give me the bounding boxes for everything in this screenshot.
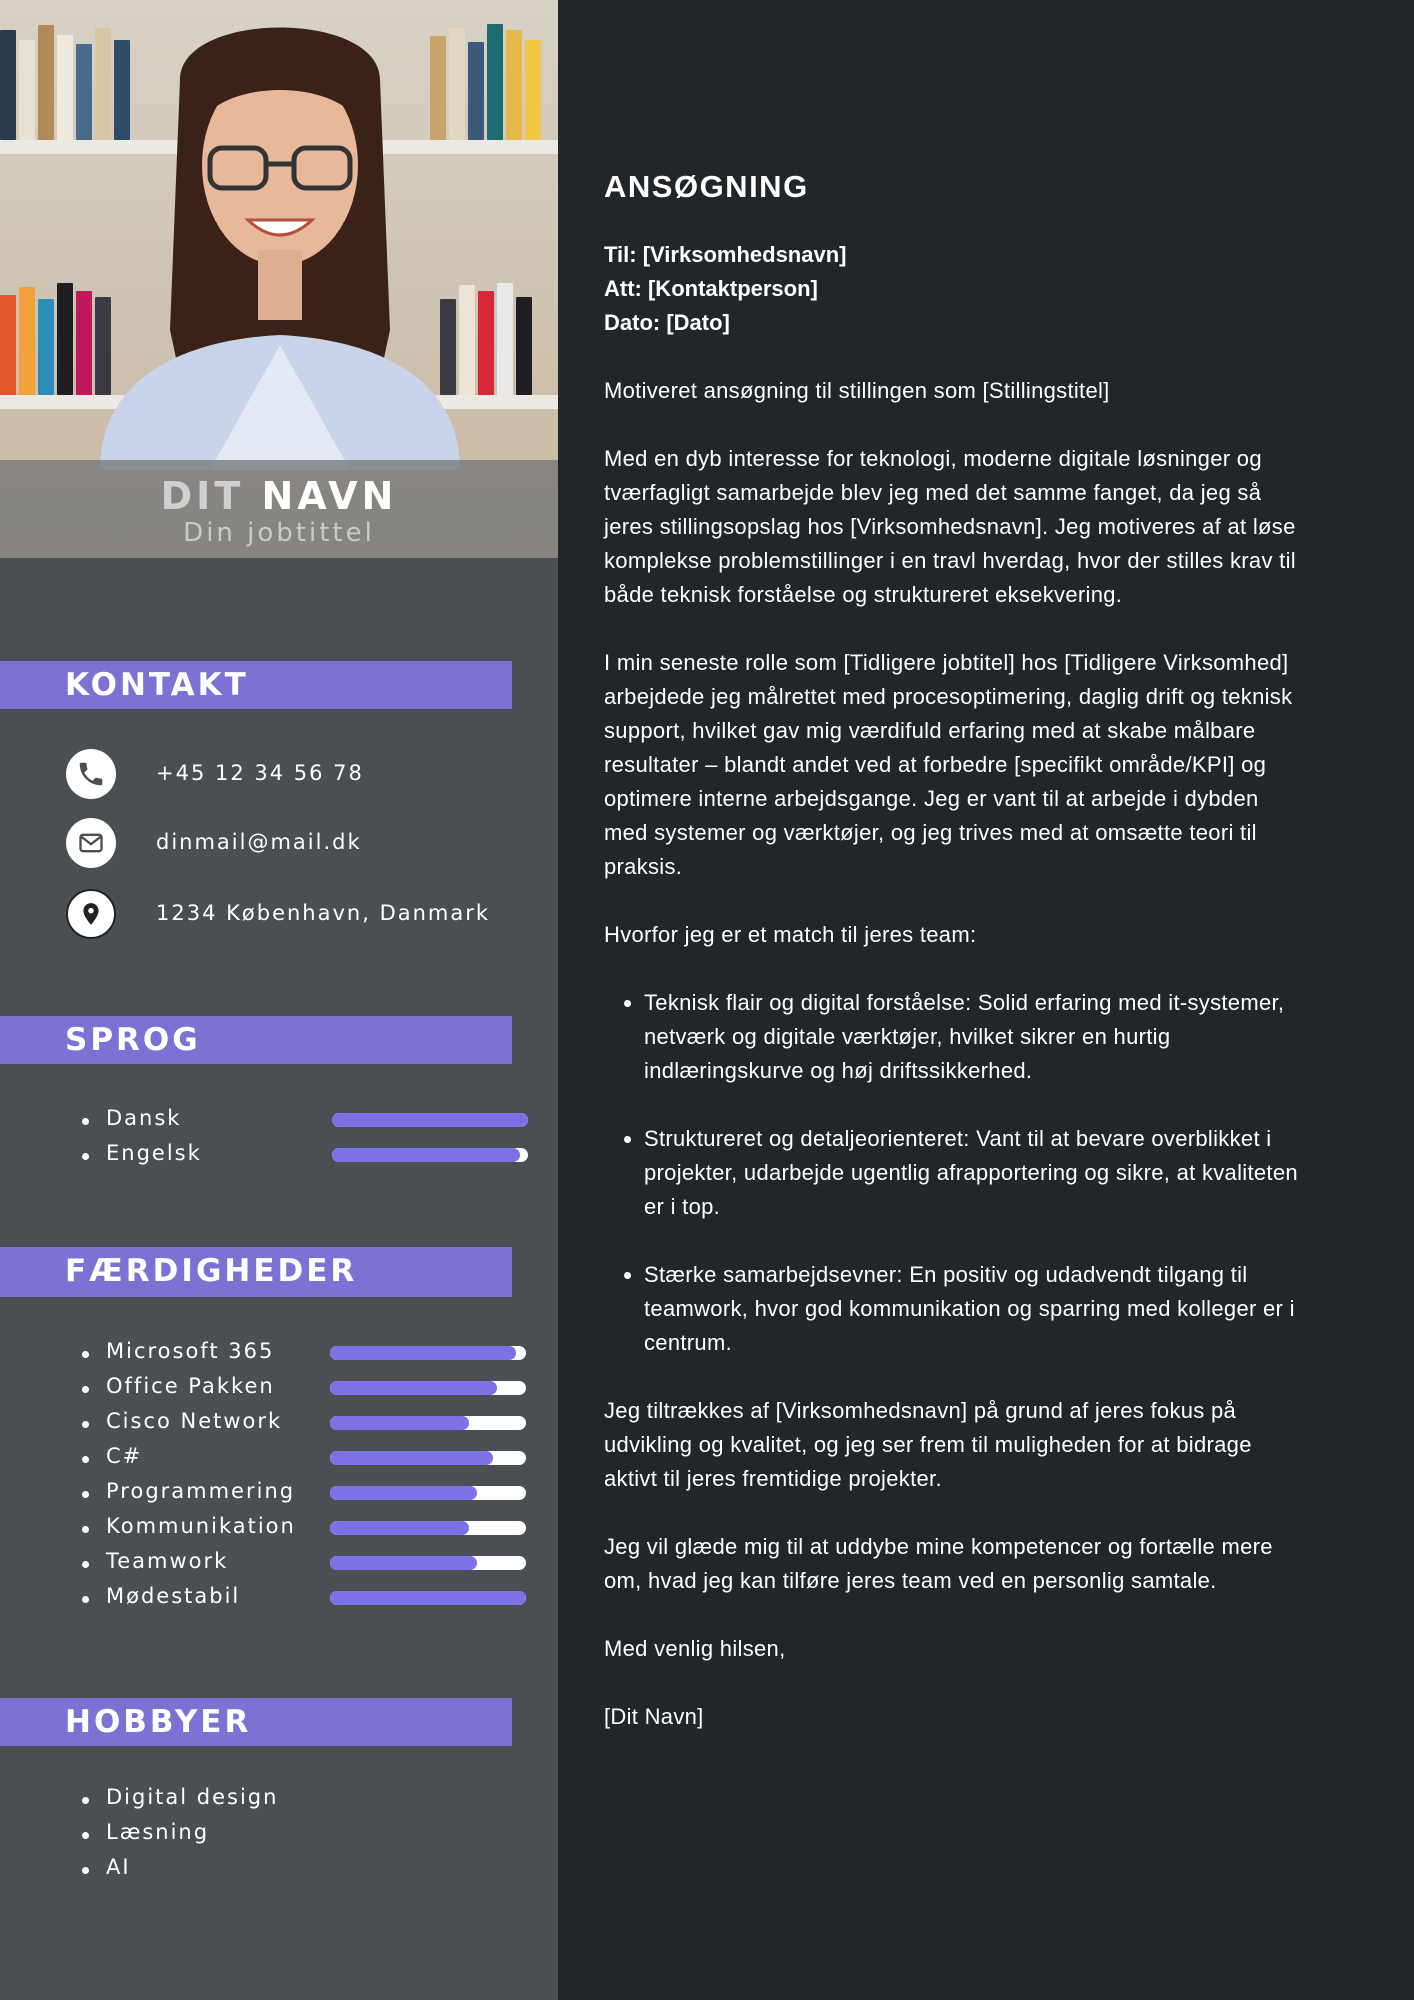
item-label: Cisco Network <box>106 1409 283 1433</box>
bullet-dot <box>82 1867 89 1874</box>
letter-date: Dato: [Dato] <box>604 310 730 335</box>
phone-number: +45 12 34 56 78 <box>156 761 364 785</box>
level-bar <box>330 1381 526 1395</box>
level-bar <box>330 1521 526 1535</box>
list-item <box>0 1514 558 1549</box>
bullet-dot <box>82 1491 89 1498</box>
bullet-dot <box>82 1351 89 1358</box>
letter-paragraph: Med en dyb interesse for teknologi, moderne digitale løsninger og tværfagligt samarbejde blev jeg med det samme fanget, da jeg så jeres stillingsopslag hos [Virksomhedsnavn]. Jeg motiveres af at løse komplekse problemstillinger i en travl hverdag, hvor der stilles krav til både teknisk forståelse og struktureret eksekvering. <box>604 446 1296 607</box>
job-title: Din jobtittel <box>183 518 375 548</box>
list-item <box>0 1141 558 1176</box>
contact-email <box>66 818 536 872</box>
level-bar-fill <box>332 1148 520 1162</box>
languages-list <box>0 1106 558 1176</box>
item-label: Digital design <box>106 1785 279 1809</box>
bullet-dot <box>82 1386 89 1393</box>
list-item <box>0 1584 558 1619</box>
level-bar-fill <box>330 1591 526 1605</box>
list-item <box>0 1820 558 1855</box>
skills-list <box>0 1339 558 1619</box>
level-bar-fill <box>330 1556 477 1570</box>
mail-icon <box>66 818 116 868</box>
location-pin-icon <box>66 889 116 939</box>
letter-closing: Med venlig hilsen, <box>604 1636 786 1661</box>
contact-address <box>66 889 536 943</box>
list-item <box>0 1855 558 1890</box>
letter-subject: Motiveret ansøgning til stillingen som [Stillingstitel] <box>604 378 1110 403</box>
level-bar-fill <box>330 1451 493 1465</box>
item-label: Dansk <box>106 1106 182 1130</box>
profile-photo <box>0 0 558 558</box>
item-label: Kommunikation <box>106 1514 296 1538</box>
item-label: Office Pakken <box>106 1374 275 1398</box>
level-bar <box>330 1451 526 1465</box>
hobbies-heading <box>0 1698 512 1746</box>
item-label: Mødestabil <box>106 1584 241 1608</box>
level-bar <box>330 1346 526 1360</box>
list-item <box>0 1785 558 1820</box>
item-label: Engelsk <box>106 1141 202 1165</box>
first-name: DIT <box>160 474 245 518</box>
skills-heading <box>0 1247 512 1297</box>
languages-heading <box>0 1016 512 1064</box>
item-label: C# <box>106 1444 143 1468</box>
level-bar-fill <box>330 1521 469 1535</box>
address: 1234 København, Danmark <box>156 901 491 925</box>
bullet-dot <box>82 1118 89 1125</box>
bullet-dot <box>82 1153 89 1160</box>
list-item: • Struktureret og detaljeorienteret: Vant til at bevare overblikket i projekter, udarbejde ugentlig afrapportering og sikre, at kvaliteten er i top. <box>644 1122 1304 1224</box>
item-label: Microsoft 365 <box>106 1339 275 1363</box>
level-bar <box>330 1486 526 1500</box>
bullet-dot <box>82 1526 89 1533</box>
recipient-company: Til: [Virksomhedsnavn] <box>604 242 847 267</box>
hobbies-heading-text: HOBBYER <box>65 1704 252 1740</box>
level-bar <box>330 1591 526 1605</box>
item-label: Læsning <box>106 1820 210 1844</box>
list-item <box>0 1444 558 1479</box>
list-item <box>0 1479 558 1514</box>
level-bar-fill <box>330 1416 469 1430</box>
bullet-dot <box>82 1561 89 1568</box>
level-bar-fill <box>332 1113 528 1127</box>
letter-paragraph: Jeg tiltrækkes af [Virksomhedsnavn] på grund af jeres fokus på udvikling og kvalitet, og jeg ser frem til muligheden for at bidrage aktivt til jeres fremtidige projekter. <box>604 1398 1252 1491</box>
match-list <box>604 986 1304 1360</box>
person-portrait <box>60 0 500 470</box>
letter-paragraph: I min seneste rolle som [Tidligere jobtitel] hos [Tidligere Virksomhed] arbejdede jeg målrettet med procesoptimering, daglig drift og teknisk support, hvilket gav mig værdifuld erfaring med at skabe målbare resultater – blandt andet ved at forbedre [specifikt område/KPI] og optimere interne arbejdsgange. Jeg er vant til at arbejde i dybden med systemer og værktøjer, og jeg trives med at omsætte teori til praksis. <box>604 650 1293 879</box>
match-heading: Hvorfor jeg er et match til jeres team: <box>604 922 977 947</box>
bullet-dot <box>82 1797 89 1804</box>
item-label: Programmering <box>106 1479 296 1503</box>
hobbies-list <box>0 1785 558 1890</box>
level-bar <box>330 1416 526 1430</box>
level-bar-fill <box>330 1381 497 1395</box>
list-item <box>0 1409 558 1444</box>
contact-heading <box>0 661 512 709</box>
contact-phone <box>66 749 536 803</box>
languages-heading-text: SPROG <box>65 1022 201 1058</box>
bullet-dot <box>82 1456 89 1463</box>
list-item <box>0 1339 558 1374</box>
sidebar <box>0 0 558 2000</box>
list-item <box>0 1374 558 1409</box>
level-bar-fill <box>330 1346 516 1360</box>
name-banner <box>0 460 558 558</box>
recipient-contact: Att: [Kontaktperson] <box>604 276 818 301</box>
letter-paragraph: Jeg vil glæde mig til at uddybe mine kompetencer og fortælle mere om, hvad jeg kan tilføre jeres team ved en personlig samtale. <box>604 1534 1273 1593</box>
item-label: AI <box>106 1855 131 1879</box>
list-item <box>0 1106 558 1141</box>
letter-title: ANSØGNING <box>604 169 809 204</box>
level-bar <box>332 1148 528 1162</box>
last-name: NAVN <box>261 474 398 518</box>
contact-heading-text: KONTAKT <box>65 667 249 703</box>
letter-signature: [Dit Navn] <box>604 1704 704 1729</box>
list-item <box>0 1549 558 1584</box>
level-bar <box>332 1113 528 1127</box>
phone-icon <box>66 749 116 799</box>
list-item: • Stærke samarbejdsevner: En positiv og udadvendt tilgang til teamwork, hvor god kommunikation og sparring med kolleger er i centrum. <box>644 1258 1304 1360</box>
bullet-dot <box>82 1596 89 1603</box>
level-bar-fill <box>330 1486 477 1500</box>
email-address: dinmail@mail.dk <box>156 830 362 854</box>
bullet-dot <box>82 1421 89 1428</box>
cover-letter <box>604 166 1304 1734</box>
skills-heading-text: FÆRDIGHEDER <box>65 1253 358 1289</box>
full-name <box>0 474 558 518</box>
item-label: Teamwork <box>106 1549 229 1573</box>
bullet-dot <box>82 1832 89 1839</box>
list-item: • Teknisk flair og digital forståelse: Solid erfaring med it-systemer, netværk og digitale værktøjer, hvilket sikrer en hurtig indlæringskurve og høj driftssikkerhed. <box>644 986 1304 1088</box>
level-bar <box>330 1556 526 1570</box>
